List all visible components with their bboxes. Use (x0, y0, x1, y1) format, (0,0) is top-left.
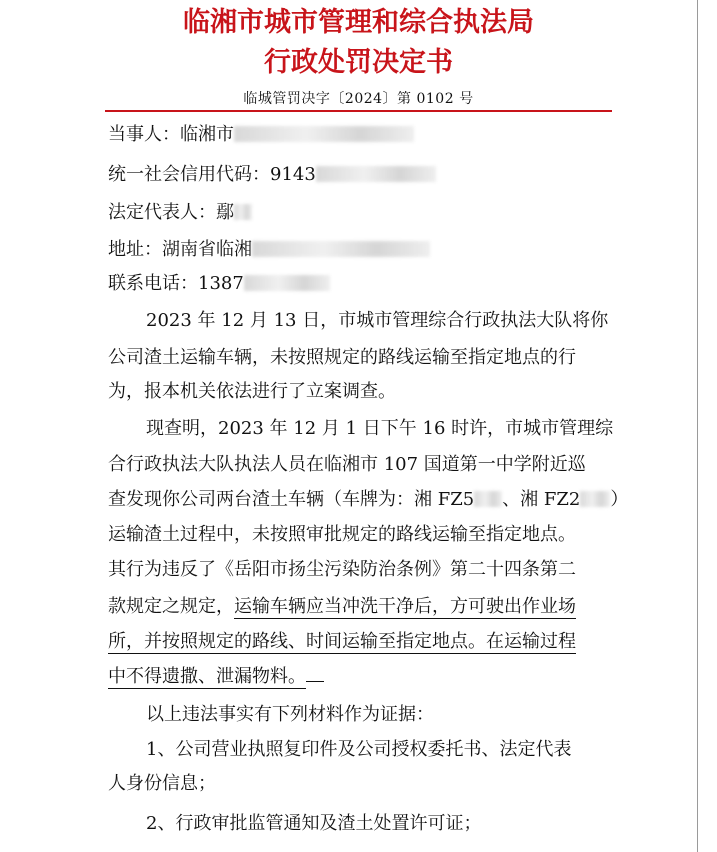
underlined-regulation-text: 运输车辆应当冲洗干净后，方可驶出作业场 (234, 596, 576, 617)
redacted-block (316, 166, 436, 182)
issuer-title: 临湘市城市管理和综合执法局 (183, 7, 534, 38)
evidence-intro: 以上违法事实有下列材料作为证据： (146, 704, 434, 725)
underlined-regulation-text: 所，并按照规定的路线、时间运输至指定地点。在运输过程 (108, 631, 576, 652)
regulation-line (108, 595, 576, 619)
redacted-block (244, 275, 330, 291)
evidence-item-2: 2、行政审批监管通知及渣土处置许可证； (146, 813, 482, 834)
party-name-line (108, 123, 414, 147)
regulation-line (108, 665, 324, 689)
redacted-block (234, 126, 414, 142)
paragraph-text: ） (610, 489, 629, 510)
paragraph-text: 、湘 FZ2 (502, 489, 581, 510)
paragraph-line: 2023 年 12 月 13 日，市城市管理综合行政执法大队将你 (146, 310, 609, 331)
credit-code-line (108, 163, 436, 187)
paragraph-text: 款规定之规定， (108, 596, 234, 617)
page-edge (697, 0, 698, 852)
legal-representative: 法定代表人：鄢 (108, 202, 234, 223)
address: 地址：湖南省临湘 (108, 239, 252, 260)
document-number: 临城管罚决字〔2024〕第 0102 号 (243, 91, 474, 107)
address-line (108, 238, 430, 262)
regulation-line (108, 630, 576, 654)
representative-line (108, 201, 252, 225)
redacted-block (474, 491, 502, 507)
paragraph-line: 为，报本机关依法进行了立案调查。 (108, 381, 396, 402)
plate-numbers-line (108, 488, 628, 512)
paragraph-line: 公司渣土运输车辆，未按照规定的路线运输至指定地点的行 (108, 347, 576, 368)
redacted-block (234, 204, 252, 220)
phone: 联系电话：1387 (108, 273, 244, 294)
paragraph-line: 运输渣土过程中，未按照审批规定的路线运输至指定地点。 (108, 524, 576, 545)
paragraph-text: 查发现你公司两台渣土车辆（车牌为：湘 FZ5 (108, 489, 475, 510)
credit-code: 统一社会信用代码：9143 (108, 164, 316, 185)
paragraph-line: 其行为违反了《岳阳市扬尘污染防治条例》第二十四条第二 (108, 559, 576, 580)
document-title: 行政处罚决定书 (264, 47, 453, 78)
evidence-item-1: 1、公司营业执照复印件及公司授权委托书、法定代表 (146, 739, 572, 760)
redacted-block (580, 491, 610, 507)
underline-tail (306, 680, 324, 682)
paragraph-line: 现查明，2023 年 12 月 1 日下午 16 时许，市城市管理综 (146, 418, 614, 439)
red-divider (105, 110, 612, 112)
evidence-item-1-cont: 人身份信息； (108, 773, 216, 794)
phone-line (108, 272, 330, 296)
redacted-block (252, 241, 430, 257)
underlined-regulation-text: 中不得遗撒、泄漏物料。 (108, 666, 306, 687)
paragraph-line: 合行政执法大队执法人员在临湘市 107 国道第一中学附近巡 (108, 454, 586, 475)
party-name: 当事人：临湘市 (108, 124, 234, 145)
